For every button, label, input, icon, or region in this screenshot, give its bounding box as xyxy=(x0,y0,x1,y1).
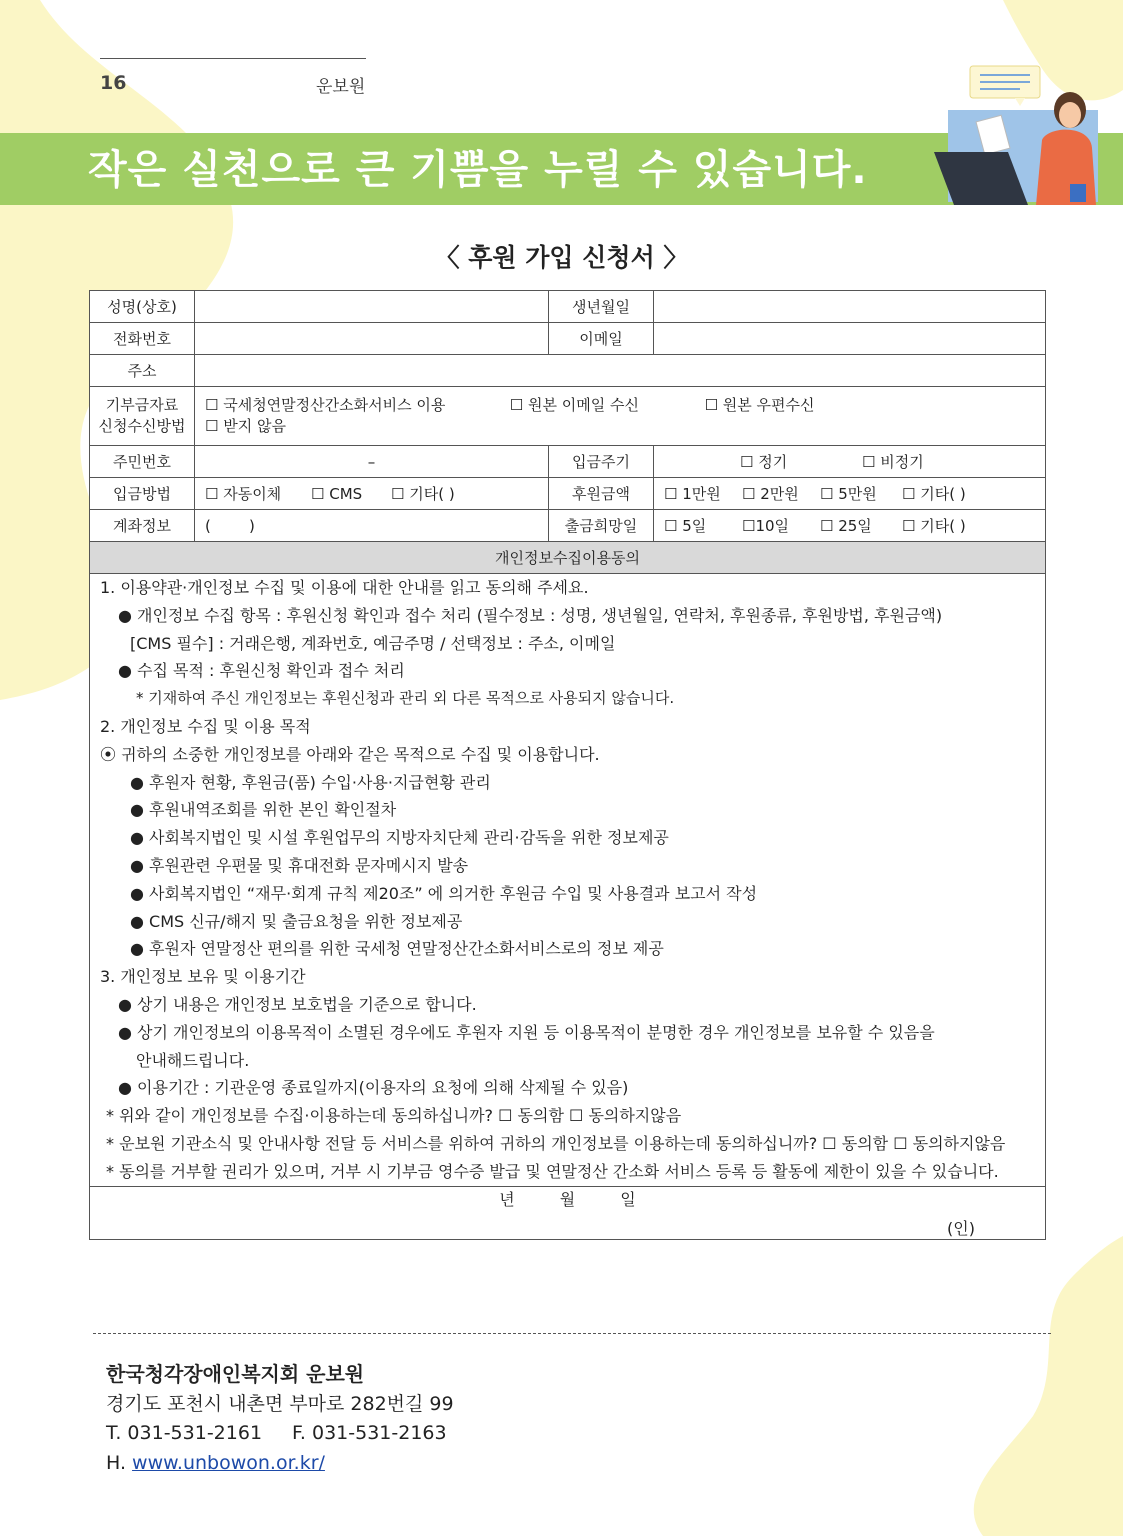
amount-option-20k[interactable]: ☐ 2만원 xyxy=(742,485,799,503)
consent-question-2[interactable]: * 운보원 기관소식 및 안내사항 전달 등 서비스를 위하여 귀하의 개인정보를 이용하는데 동의하십니까? ☐ 동의함 ☐ 동의하지않음 xyxy=(106,1133,1006,1153)
consent-line: 안내해드립니다. xyxy=(136,1050,250,1070)
consent-line: ● 후원관련 우편물 및 휴대전화 문자메시지 발송 xyxy=(130,855,469,875)
day-option-10[interactable]: ☐10일 xyxy=(742,517,790,535)
consent-text xyxy=(90,574,1046,1187)
footer-homepage xyxy=(106,1449,454,1479)
form-title: 〈 후원 가입 신청서 〉 xyxy=(434,243,689,272)
amount-options xyxy=(654,478,1046,510)
consent-line: 1. 이용약관·개인정보 수집 및 이용에 대한 안내를 읽고 동의해 주세요. xyxy=(100,578,589,597)
table-row xyxy=(90,478,1046,510)
seal-mark: (인) xyxy=(947,1218,975,1238)
consent-line: ● 후원자 연말정산 편의를 위한 국세청 연말정산간소화서비스로의 정보 제공 xyxy=(130,939,664,959)
signature-area[interactable] xyxy=(90,1186,1046,1239)
background-blob-right xyxy=(943,1236,1123,1536)
day-option-5[interactable]: ☐ 5일 xyxy=(664,517,707,535)
table-row xyxy=(90,355,1046,387)
table-row xyxy=(90,387,1046,446)
footer-fax: F. 031-531-2163 xyxy=(292,1422,447,1444)
consent-line: * 기재하여 주신 개인정보는 후원신청과 관리 외 다른 목적으로 사용되지 않습니다. xyxy=(136,689,675,708)
withdraw-day-label: 출금희망일 xyxy=(549,510,654,542)
footer xyxy=(106,1360,454,1478)
method-option-cms[interactable]: ☐ CMS xyxy=(311,485,363,503)
table-row xyxy=(90,446,1046,478)
consent-line: ● 수집 목적 : 후원신청 확인과 접수 처리 xyxy=(118,661,405,681)
birth-field[interactable] xyxy=(654,291,1046,323)
method-option-other[interactable]: ☐ 기타( ) xyxy=(391,485,455,503)
rrn-field[interactable]: – xyxy=(195,446,549,478)
consent-line: 2. 개인정보 수집 및 이용 목적 xyxy=(100,716,311,736)
rrn-label: 주민번호 xyxy=(90,446,195,478)
consent-question-1[interactable]: * 위와 같이 개인정보를 수집·이용하는데 동의하십니까? ☐ 동의함 ☐ 동의하지않음 xyxy=(106,1106,682,1126)
table-row xyxy=(90,574,1046,1187)
receipt-option-post[interactable]: ☐ 원본 우편수신 xyxy=(704,396,815,414)
table-row xyxy=(90,323,1046,355)
date-line: 년 월 일 xyxy=(499,1189,636,1209)
phone-label: 전화번호 xyxy=(90,323,195,355)
address-label: 주소 xyxy=(90,355,195,387)
consent-notice: * 동의를 거부할 권리가 있으며, 거부 시 기부금 영수증 발급 및 연말정산 간소화 서비스 등록 등 활동에 제한이 있을 수 있습니다. xyxy=(106,1161,999,1181)
consent-line: ● 이용기간 : 기관운영 종료일까지(이용자의 요청에 의해 삭제될 수 있음) xyxy=(118,1078,629,1098)
footer-org-name: 한국청각장애인복지회 운보원 xyxy=(106,1362,365,1386)
table-row xyxy=(90,510,1046,542)
consent-line: 3. 개인정보 보유 및 이용기간 xyxy=(100,967,306,987)
birth-label: 생년월일 xyxy=(549,291,654,323)
receipt-label-line2: 신청수신방법 xyxy=(98,417,186,435)
receipt-method-options xyxy=(195,387,1046,446)
day-option-25[interactable]: ☐ 25일 xyxy=(820,517,872,535)
cycle-options xyxy=(654,446,1046,478)
table-row xyxy=(90,542,1046,574)
name-label: 성명(상호) xyxy=(90,291,195,323)
page-number: 16 xyxy=(100,72,127,94)
address-field[interactable] xyxy=(195,355,1046,387)
name-field[interactable] xyxy=(195,291,549,323)
method-label: 입금방법 xyxy=(90,478,195,510)
table-row xyxy=(90,1186,1046,1239)
table-row xyxy=(90,291,1046,323)
footer-contact xyxy=(106,1419,454,1449)
account-label: 계좌정보 xyxy=(90,510,195,542)
footer-address: 경기도 포천시 내촌면 부마로 282번길 99 xyxy=(106,1392,454,1415)
method-options xyxy=(195,478,549,510)
account-field[interactable]: ( ) xyxy=(195,510,549,542)
receipt-option-email[interactable]: ☐ 원본 이메일 수신 xyxy=(509,396,639,414)
email-field[interactable] xyxy=(654,323,1046,355)
amount-label: 후원금액 xyxy=(549,478,654,510)
receipt-label-line1: 기부금자료 xyxy=(105,396,179,414)
amount-option-other[interactable]: ☐ 기타( ) xyxy=(902,485,966,503)
homepage-link[interactable]: www.unbowon.or.kr/ xyxy=(132,1451,325,1474)
consent-line: [CMS 필수] : 거래은행, 계좌번호, 예금주명 / 선택정보 : 주소, 이메일 xyxy=(130,633,616,653)
receipt-method-label xyxy=(90,387,195,446)
consent-line: ● 사회복지법인 및 시설 후원업무의 지방자치단체 관리·감독을 위한 정보제공 xyxy=(130,828,669,848)
header-rule xyxy=(100,58,366,59)
withdraw-day-options xyxy=(654,510,1046,542)
footer-tel: T. 031-531-2161 xyxy=(106,1422,263,1444)
woman-laptop-illustration xyxy=(930,60,1100,210)
banner-text: 작은 실천으로 큰 기쁨을 누릴 수 있습니다. xyxy=(88,147,868,193)
amount-option-10k[interactable]: ☐ 1만원 xyxy=(664,485,721,503)
day-option-other[interactable]: ☐ 기타( ) xyxy=(902,517,966,535)
consent-line: ● 사회복지법인 “재무·회계 규칙 제20조” 에 의거한 후원금 수입 및 사용결과 보고서 작성 xyxy=(130,883,758,903)
receipt-option-none[interactable]: ☐ 받지 않음 xyxy=(205,417,286,435)
donation-form-table xyxy=(89,290,1046,1240)
consent-line: ● 상기 개인정보의 이용목적이 소멸된 경우에도 후원자 지원 등 이용목적이 분명한 경우 개인정보를 보유할 수 있음을 xyxy=(118,1022,935,1042)
amount-option-50k[interactable]: ☐ 5만원 xyxy=(820,485,877,503)
dashed-divider xyxy=(93,1333,1051,1334)
consent-line: ⦿ 귀하의 소중한 개인정보를 아래와 같은 목적으로 수집 및 이용합니다. xyxy=(100,744,600,764)
receipt-option-nts[interactable]: ☐ 국세청연말정산간소화서비스 이용 xyxy=(205,396,446,414)
header-org-name: 운보원 xyxy=(316,77,366,97)
cycle-label: 입금주기 xyxy=(549,446,654,478)
phone-field[interactable] xyxy=(195,323,549,355)
consent-line: ● 개인정보 수집 항목 : 후원신청 확인과 접수 처리 (필수정보 : 성명, 생년월일, 연락처, 후원종류, 후원방법, 후원금액) xyxy=(118,605,943,625)
cycle-option-regular[interactable]: ☐ 정기 xyxy=(740,453,788,471)
email-label: 이메일 xyxy=(549,323,654,355)
consent-line: ● CMS 신규/해지 및 출금요청을 위한 정보제공 xyxy=(130,911,463,931)
consent-line: ● 후원내역조회를 위한 본인 확인절차 xyxy=(130,800,397,820)
consent-line: ● 후원자 현황, 후원금(품) 수입·사용·지급현황 관리 xyxy=(130,772,491,792)
cycle-option-irregular[interactable]: ☐ 비정기 xyxy=(862,453,924,471)
consent-title: 개인정보수집이용동의 xyxy=(90,542,1046,574)
consent-line: ● 상기 내용은 개인정보 보호법을 기준으로 합니다. xyxy=(118,994,477,1014)
method-option-transfer[interactable]: ☐ 자동이체 xyxy=(205,485,282,503)
footer-homepage-prefix: H. xyxy=(106,1451,126,1474)
